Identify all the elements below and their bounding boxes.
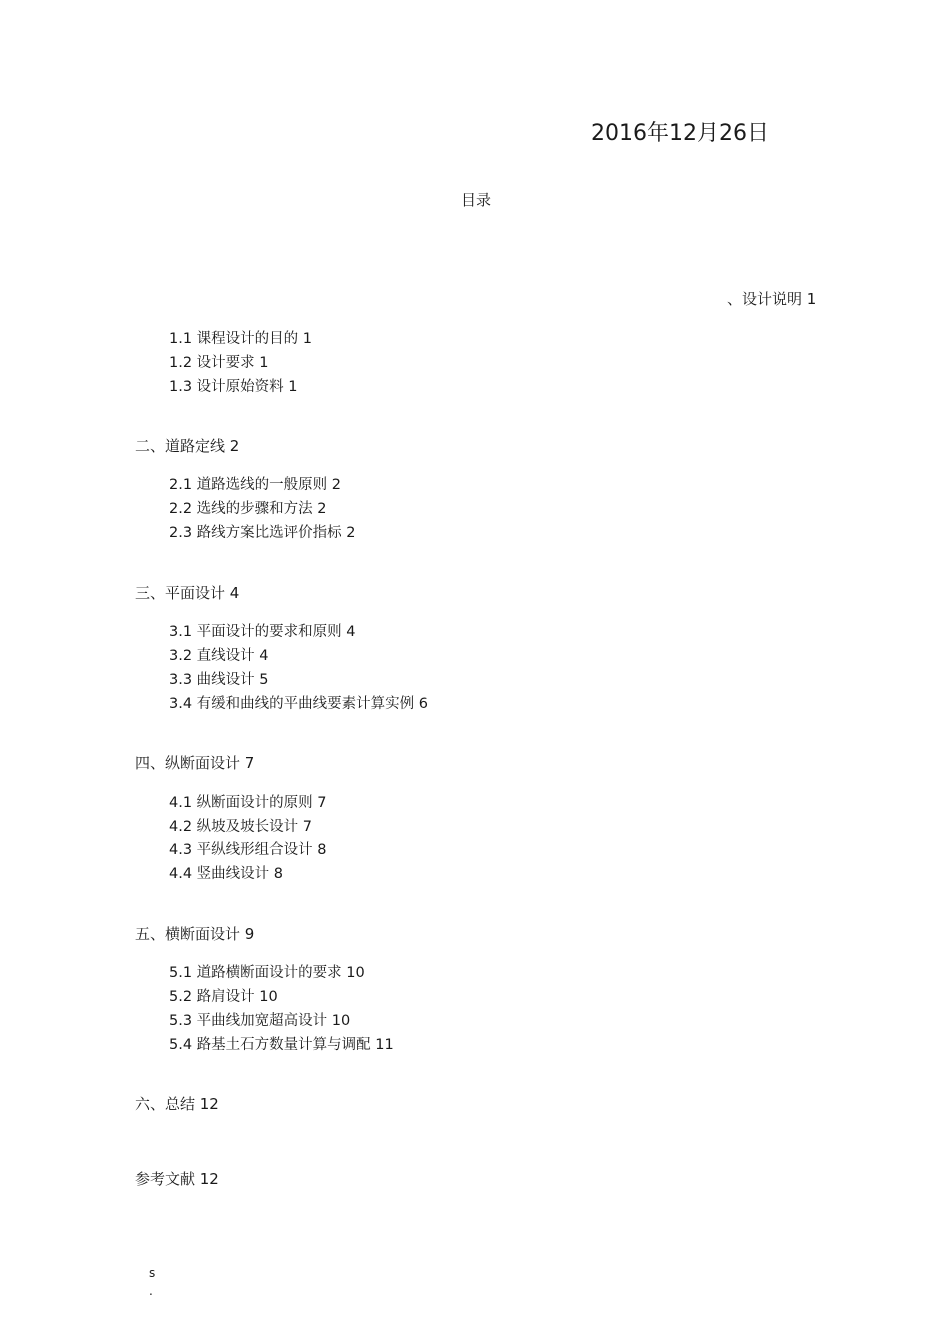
toc-entry: 5.4 路基土石方数量计算与调配 11 bbox=[169, 1037, 394, 1053]
toc-entry: 4.4 竖曲线设计 8 bbox=[169, 866, 284, 882]
toc-section-heading: 参考文献 12 bbox=[135, 1170, 219, 1188]
toc-section-heading: 四、纵断面设计 7 bbox=[135, 754, 255, 772]
toc-entry: 2.1 道路选线的一般原则 2 bbox=[169, 477, 342, 493]
toc-section-heading: 三、平面设计 4 bbox=[135, 584, 240, 602]
toc-section-heading: 六、总结 12 bbox=[135, 1095, 219, 1113]
toc-entry: 4.3 平纵线形组合设计 8 bbox=[169, 842, 327, 858]
toc-entry: 3.3 曲线设计 5 bbox=[169, 672, 269, 688]
toc-entry: 3.2 直线设计 4 bbox=[169, 648, 269, 664]
toc-section-heading: 、设计说明 1 bbox=[727, 290, 817, 308]
toc-entry: 1.3 设计原始资料 1 bbox=[169, 379, 298, 395]
toc-entry: 3.1 平面设计的要求和原则 4 bbox=[169, 624, 356, 640]
toc-title: 目录 bbox=[461, 191, 492, 209]
toc-entry: 3.4 有缓和曲线的平曲线要素计算实例 6 bbox=[169, 696, 429, 712]
document-date: 2016年12月26日 bbox=[591, 121, 769, 146]
toc-entry: 1.2 设计要求 1 bbox=[169, 355, 269, 371]
toc-entry: 4.1 纵断面设计的原则 7 bbox=[169, 795, 327, 811]
toc-entry: 5.1 道路横断面设计的要求 10 bbox=[169, 965, 365, 981]
footer-mark: . bbox=[149, 1284, 153, 1298]
toc-section-heading: 五、横断面设计 9 bbox=[135, 925, 255, 943]
toc-entry: 4.2 纵坡及坡长设计 7 bbox=[169, 819, 313, 835]
toc-section-heading: 二、道路定线 2 bbox=[135, 437, 240, 455]
toc-entry: 1.1 课程设计的目的 1 bbox=[169, 331, 313, 347]
toc-entry: 2.2 选线的步骤和方法 2 bbox=[169, 501, 327, 517]
toc-entry: 5.2 路肩设计 10 bbox=[169, 989, 278, 1005]
footer-mark: s bbox=[149, 1266, 156, 1280]
toc-entry: 5.3 平曲线加宽超高设计 10 bbox=[169, 1013, 351, 1029]
toc-entry: 2.3 路线方案比选评价指标 2 bbox=[169, 525, 356, 541]
